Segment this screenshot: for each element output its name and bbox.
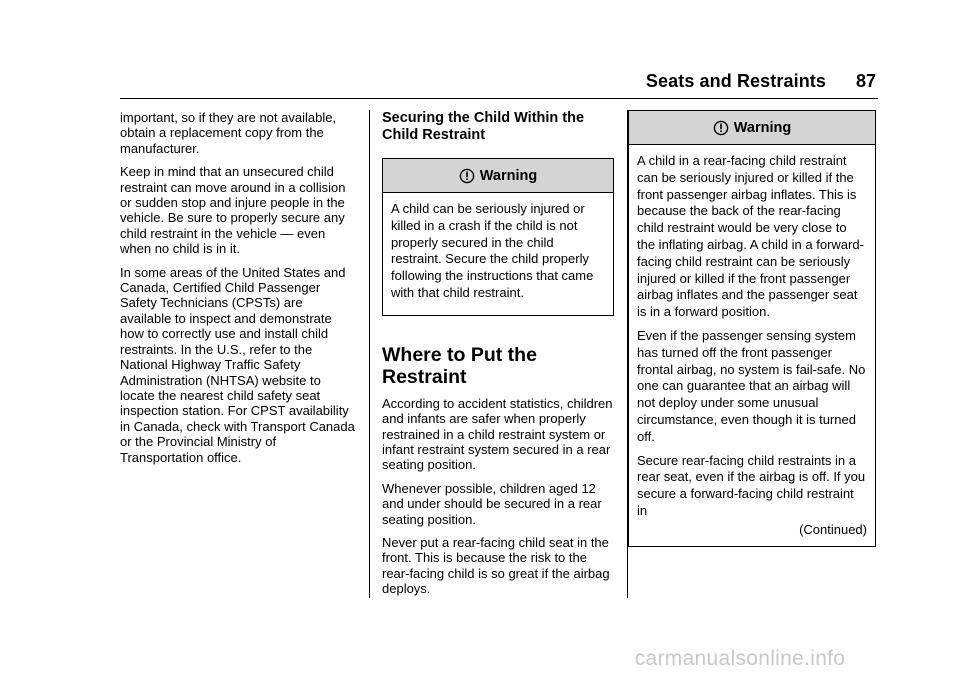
warning-label: Warning	[479, 167, 538, 184]
warning-box-securing	[382, 158, 614, 316]
col1-paragraph-3: In some areas of the United States and Canada, Certified Child Passenger Safety Technicians (CPSTs) are available to inspect and demonstrate how to correctly use and install child restraints. In the U.S., refer to the National Highway Traffic Safety Administration (NHTSA) website to locate the nearest child safety seat inspection station. For CPST availability in Canada, check with Transport Canada or the Provincial Ministry of Transportation office.	[120, 264, 355, 465]
column-2	[382, 110, 614, 605]
warning-box-airbag	[628, 110, 876, 547]
col1-paragraph-1: important, so if they are not available, obtain a replacement copy from the manufacturer.	[120, 110, 337, 156]
warning-header	[629, 111, 875, 145]
warning-paragraph-1: A child in a rear-facing child restraint can be seriously injured or killed if the front passenger airbag inflates. This is because the back of the rear-facing child restraint would be very close to the inflating airbag. A child in a forward-facing child restraint can be seriously injured or killed if the front passenger airbag inflates and the passenger seat is in a forward position.	[637, 153, 864, 320]
subheading-securing-child: Securing the Child Within the Child Restraint	[382, 110, 585, 143]
warning-paragraph-3: Secure rear-facing child restraints in a rear seat, even if the airbag is off. If you secure a forward-facing child restraint in	[637, 452, 866, 518]
col2-paragraph-1: According to accident statistics, children and infants are safer when properly restrained in a child restraint system or infant restraint system secured in a rear seating position.	[382, 395, 613, 473]
column-divider-1	[369, 110, 370, 598]
column-1	[120, 110, 356, 473]
watermark: carmanualsonline.info	[634, 647, 846, 670]
warning-body	[629, 145, 875, 546]
warning-paragraph-2: Even if the passenger sensing system has turned off the front passenger frontal airbag, no system is fail-safe. No one can guarantee that an airbag will not deploy under some unusual circumstance, even though it is turned off.	[637, 327, 866, 444]
warning-icon	[459, 168, 475, 184]
section-title: Seats and Restraints	[645, 71, 826, 91]
continued-label: (Continued)	[799, 521, 867, 537]
heading-where-to-put: Where to Put the Restraint	[382, 343, 537, 388]
warning-text: A child can be seriously injured or killed in a crash if the child is not properly secured in the child restraint. Secure the child properly following the instructions that came with that child restraint.	[391, 201, 594, 300]
col2-paragraph-3: Never put a rear-facing child seat in the front. This is because the risk to the rear-facing child is so great if the airbag deploys.	[382, 535, 610, 597]
warning-header	[383, 159, 613, 193]
warning-icon	[713, 120, 729, 136]
column-3	[628, 110, 876, 547]
col2-paragraph-2: Whenever possible, children aged 12 and under should be secured in a rear seating position.	[382, 480, 602, 527]
page-number: 87	[855, 71, 876, 91]
warning-body	[383, 193, 613, 315]
page-header	[120, 70, 878, 99]
warning-label: Warning	[733, 119, 792, 136]
col1-paragraph-2: Keep in mind that an unsecured child restraint can move around in a collision or sudden stop and injure people in the vehicle. Be sure to properly secure any child restraint in the vehicle — even when no child is in it.	[120, 164, 346, 257]
